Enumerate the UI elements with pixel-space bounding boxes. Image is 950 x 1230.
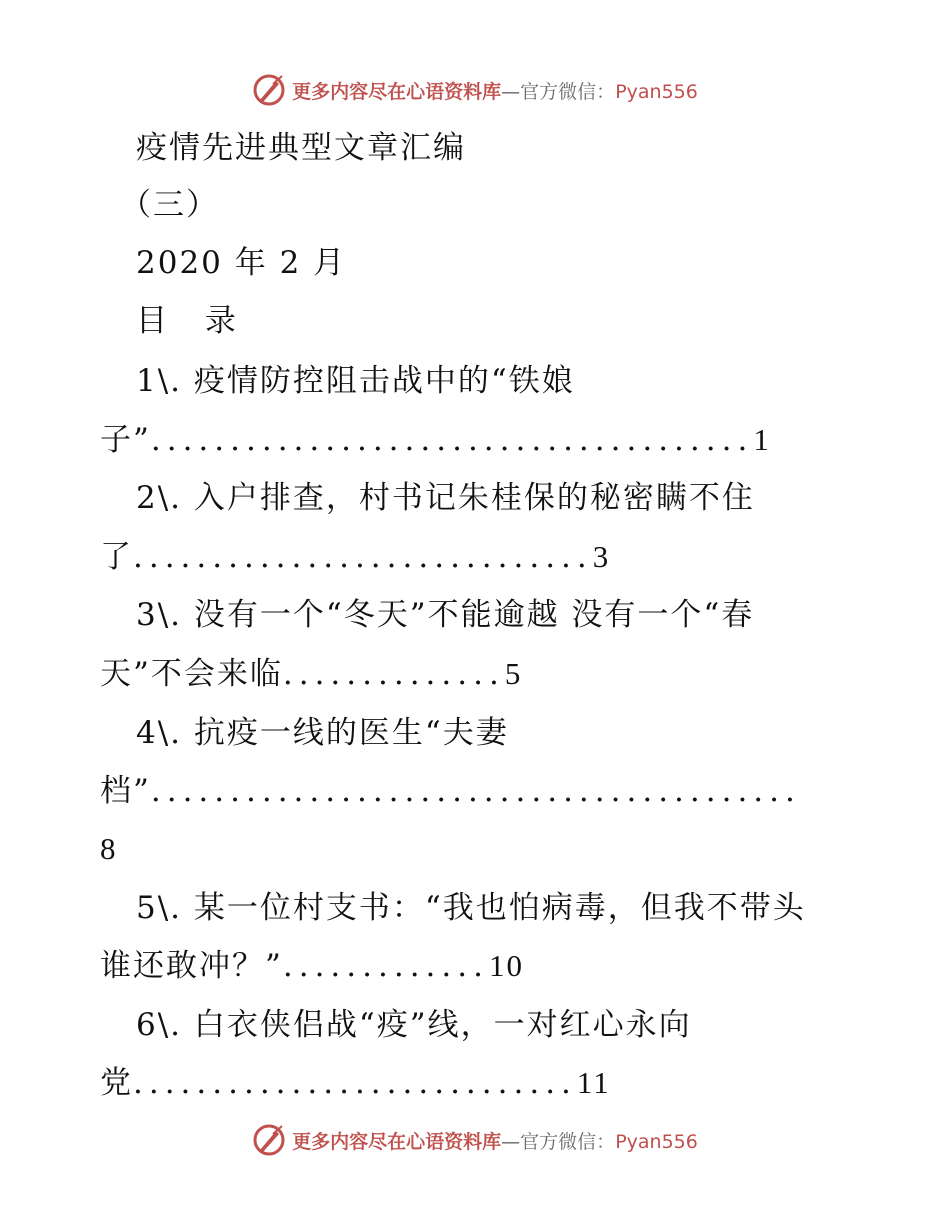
toc-entry-6-title-end: 党 — [100, 1065, 133, 1101]
toc-entry-2-title-end: 了 — [100, 539, 133, 575]
toc-entry-3-cont — [100, 654, 522, 694]
toc-entry-4-title: 4\. 抗疫一线的医生“夫妻 — [136, 715, 509, 751]
toc-entry-4-cont — [100, 771, 801, 811]
quill-logo-icon — [252, 1123, 286, 1157]
toc-entry-1-title: 1\. 疫情防控阻击战中的“铁娘 — [136, 363, 575, 399]
toc-entry-4-title-end: 档” — [100, 773, 151, 809]
banner-separator: — — [501, 1130, 521, 1153]
document-subtitle: （三） — [120, 187, 219, 223]
toc-entry-4-leader: ......................................... — [150, 773, 801, 809]
toc-entry-6-cont — [100, 1063, 611, 1103]
toc-entry-5-page: 10 — [488, 948, 524, 983]
toc-entry-6-title: 6\. 白衣侠侣战“疫”线，一对红心永向 — [136, 1007, 692, 1043]
toc-entry-1-page: 1 — [753, 422, 771, 457]
toc-entry-3-leader: .............. — [282, 656, 505, 692]
toc-entry-3-page: 5 — [504, 656, 523, 691]
banner-main-text: 更多内容尽在心语资料库 — [292, 1130, 502, 1153]
toc-entry-1-title-end: 子” — [100, 422, 151, 458]
banner-wechat-id: Pyan556 — [615, 80, 698, 103]
toc-entry-5-title-end: 谁还敢冲？” — [100, 948, 283, 984]
toc-entry-1-leader: ...................................... — [150, 422, 754, 458]
banner-wechat-label: 官方微信： — [520, 80, 616, 103]
banner-separator: — — [501, 80, 521, 103]
document-title: 疫情先进典型文章汇编 — [136, 130, 466, 166]
footer-banner-content — [252, 1123, 698, 1157]
toc-entry-6-leader: ............................ — [133, 1065, 577, 1101]
toc-entry-2-title: 2\. 入户排查，村书记朱桂保的秘密瞒不住 — [136, 480, 755, 516]
toc-entry-3-title-end: 天”不会来临 — [100, 656, 283, 692]
toc-entry-1-cont — [100, 420, 771, 460]
toc-entry-6-page: 11 — [576, 1065, 611, 1100]
toc-entry-2-cont — [100, 537, 610, 577]
toc-entry-4-page: 8 — [100, 831, 118, 866]
toc-entry-2-leader: ............................. — [133, 539, 593, 575]
toc-entry-5-title: 5\. 某一位村支书：“我也怕病毒，但我不带头 — [136, 890, 806, 926]
toc-entry-5-leader: ............. — [282, 948, 489, 984]
toc-entry-2-page: 3 — [592, 539, 611, 574]
banner-wechat-id: Pyan556 — [615, 1130, 698, 1153]
document-date: 2020 年 2 月 — [136, 245, 347, 281]
toc-entry-3-title: 3\. 没有一个“冬天”不能逾越 没有一个“春 — [136, 597, 755, 633]
toc-entry-5-cont — [100, 946, 524, 986]
banner-text — [292, 1127, 698, 1154]
banner-main-text: 更多内容尽在心语资料库 — [292, 80, 502, 103]
toc-heading: 目 录 — [136, 303, 250, 339]
footer-banner — [0, 1120, 950, 1160]
banner-wechat-label: 官方微信： — [520, 1130, 616, 1153]
